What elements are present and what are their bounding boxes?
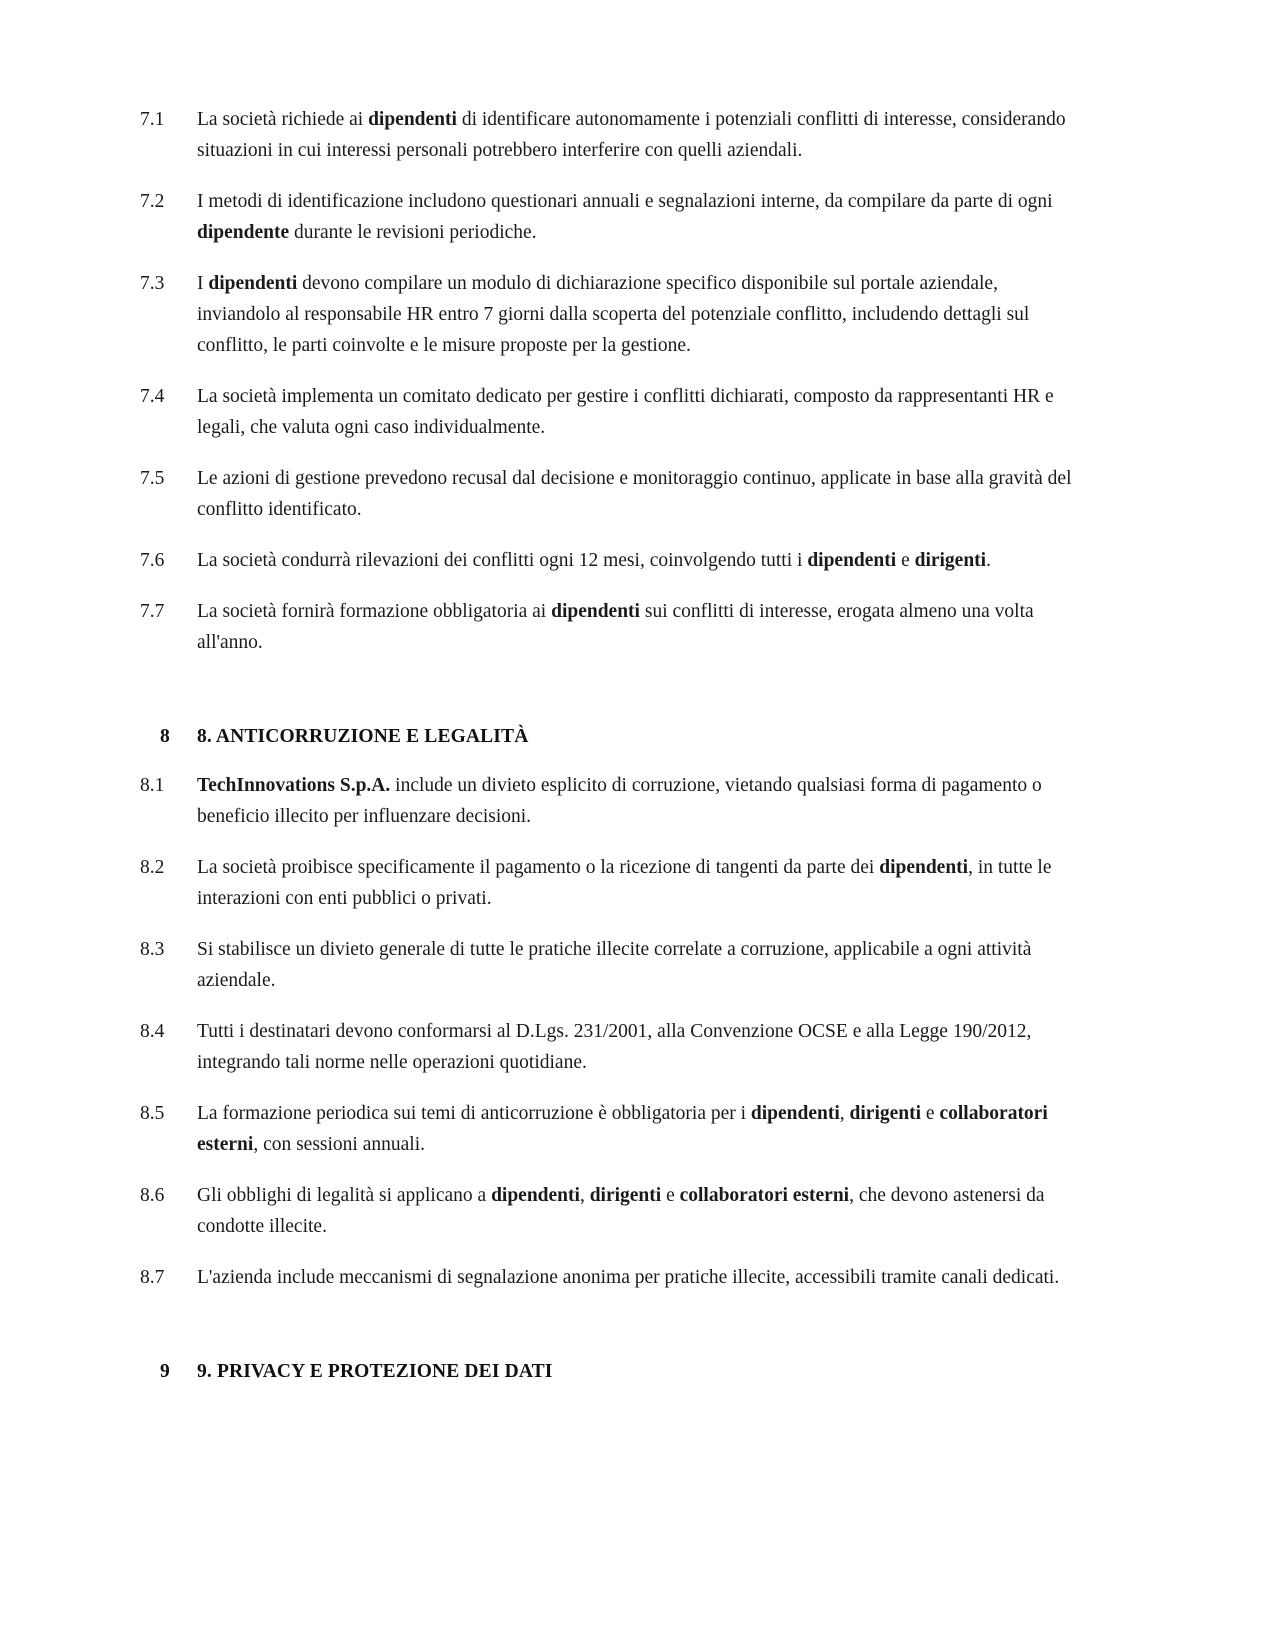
section-heading <box>140 1313 1075 1405</box>
clause-item <box>140 1016 1075 1078</box>
clause-item <box>140 545 1075 576</box>
clause-text <box>197 268 1075 361</box>
clause-text-run: L'azienda include meccanismi di segnalazione anonima per pratiche illecite, accessibili tramite canali dedicati. <box>197 1267 1060 1288</box>
clause-item <box>140 596 1075 658</box>
clause-text <box>197 934 1075 996</box>
clause-text-run: Tutti i destinatari devono conformarsi al D.Lgs. 231/2001, alla Convenzione OCSE e alla Legge 190/2012, integrando tali norme nelle operazioni quotidiane. <box>197 1021 1032 1073</box>
document-body <box>140 104 1075 1405</box>
clause-item <box>140 463 1075 525</box>
clause-number: 7.7 <box>140 601 165 622</box>
clause-text-emphasis: dipendenti <box>750 1103 840 1124</box>
section-heading-title: 9. PRIVACY E PROTEZIONE DEI DATI <box>197 1361 553 1382</box>
clause-text-run: La società richiede ai <box>197 109 369 130</box>
clause-text-emphasis: TechInnovations S.p.A. <box>197 775 391 796</box>
clause-text-run: e <box>896 550 915 571</box>
section-heading <box>140 678 1075 770</box>
clause-item <box>140 381 1075 443</box>
clause-text-emphasis: dirigenti <box>914 550 987 571</box>
clause-text-emphasis: dirigenti <box>589 1185 662 1206</box>
clause-text-run: Gli obblighi di legalità si applicano a <box>197 1185 492 1206</box>
clause-text <box>197 852 1075 914</box>
clause-text-run: . <box>986 550 991 571</box>
clause-text <box>197 545 1075 576</box>
clause-text <box>197 1180 1075 1242</box>
section-heading-title: 8. ANTICORRUZIONE E LEGALITÀ <box>197 726 529 747</box>
clause-number: 8.1 <box>140 775 165 796</box>
clause-text <box>197 463 1075 525</box>
clause-text-run: La formazione periodica sui temi di anticorruzione è obbligatoria per i <box>197 1103 751 1124</box>
clause-number: 8.4 <box>140 1021 165 1042</box>
clause-text-run: La società fornirà formazione obbligatoria ai <box>197 601 552 622</box>
clause-item <box>140 1098 1075 1160</box>
clause-number: 8.6 <box>140 1185 165 1206</box>
clause-text <box>197 770 1075 832</box>
clause-text-emphasis: collaboratori esterni <box>679 1185 850 1206</box>
clause-text-emphasis: dipendenti <box>551 601 640 622</box>
clause-text-run: Le azioni di gestione prevedono recusal dal decisione e monitoraggio continuo, applicate in base alla gravità del conflitto identificato. <box>197 468 1072 520</box>
clause-text-run: e <box>921 1103 940 1124</box>
clause-text-run: La società proibisce specificamente il pagamento o la ricezione di tangenti da parte dei <box>197 857 880 878</box>
clause-text <box>197 186 1075 248</box>
clause-item <box>140 1262 1075 1293</box>
clause-item <box>140 770 1075 832</box>
clause-text-run: sui conflitti di interesse, erogata almeno una volta all'anno. <box>197 601 1034 653</box>
clause-text-emphasis: dipendenti <box>368 109 457 130</box>
clause-text-run: , che devono astenersi da condotte illecite. <box>197 1185 1045 1237</box>
clause-text-run: I <box>197 273 209 294</box>
clause-text-run: La società implementa un comitato dedicato per gestire i conflitti dichiarati, composto da rappresentanti HR e legali, che valuta ogni caso individualmente. <box>197 386 1054 438</box>
clause-text <box>197 1098 1075 1160</box>
clause-text-emphasis: collaboratori esterni <box>197 1103 1048 1155</box>
clause-number: 8.2 <box>140 857 165 878</box>
clause-number: 7.1 <box>140 109 165 130</box>
clause-text-emphasis: dipendenti <box>208 273 298 294</box>
clause-text-emphasis: dipendente <box>197 222 290 243</box>
clause-text-emphasis: dipendenti <box>879 857 969 878</box>
clause-text-emphasis: dipendenti <box>491 1185 580 1206</box>
section-heading-number: 8 <box>160 726 170 747</box>
clause-text-run: include un divieto esplicito di corruzione, vietando qualsiasi forma di pagamento o beneficio illecito per influenzare decisioni. <box>197 775 1042 827</box>
clause-text-run: La società condurrà rilevazioni dei conflitti ogni 12 mesi, coinvolgendo tutti i <box>197 550 808 571</box>
clause-item <box>140 186 1075 248</box>
clause-number: 7.6 <box>140 550 165 571</box>
clause-text <box>197 1262 1075 1293</box>
clause-number: 7.3 <box>140 273 165 294</box>
clause-number: 7.4 <box>140 386 165 407</box>
clause-number: 8.5 <box>140 1103 165 1124</box>
clause-number: 8.3 <box>140 939 165 960</box>
clause-text-run: I metodi di identificazione includono questionari annuali e segnalazioni interne, da compilare da parte di ogni <box>197 191 1053 212</box>
clause-text-run: devono compilare un modulo di dichiarazione specifico disponibile sul portale aziendale, inviandolo al responsabile HR entro 7 giorni dalla scoperta del potenziale conflitto, includendo dettagli sul conflitto, le parti coinvolte e le misure proposte per la gestione. <box>197 273 1030 356</box>
clause-text-run: , <box>839 1103 850 1124</box>
clause-text <box>197 1016 1075 1078</box>
clause-text-run: e <box>661 1185 680 1206</box>
clause-item <box>140 1180 1075 1242</box>
clause-text-run: , <box>579 1185 590 1206</box>
clause-item <box>140 268 1075 361</box>
clause-item <box>140 852 1075 914</box>
clause-item <box>140 934 1075 996</box>
clause-number: 7.5 <box>140 468 165 489</box>
section-heading-number: 9 <box>160 1361 170 1382</box>
clause-text <box>197 596 1075 658</box>
clause-text <box>197 381 1075 443</box>
clause-text <box>197 104 1075 166</box>
clause-item <box>140 104 1075 166</box>
clause-number: 8.7 <box>140 1267 165 1288</box>
clause-text-run: durante le revisioni periodiche. <box>289 222 537 243</box>
clause-number: 7.2 <box>140 191 165 212</box>
clause-text-run: Si stabilisce un divieto generale di tutte le pratiche illecite correlate a corruzione, applicabile a ogni attività aziendale. <box>197 939 1032 991</box>
clause-text-emphasis: dipendenti <box>807 550 897 571</box>
clause-text-run: di identificare autonomamente i potenziali conflitti di interesse, considerando situazioni in cui interessi personali potrebbero interferire con quelli aziendali. <box>197 109 1066 161</box>
clause-text-run: , con sessioni annuali. <box>253 1134 425 1155</box>
clause-text-emphasis: dirigenti <box>849 1103 922 1124</box>
clause-text-run: , in tutte le interazioni con enti pubblici o privati. <box>197 857 1052 909</box>
